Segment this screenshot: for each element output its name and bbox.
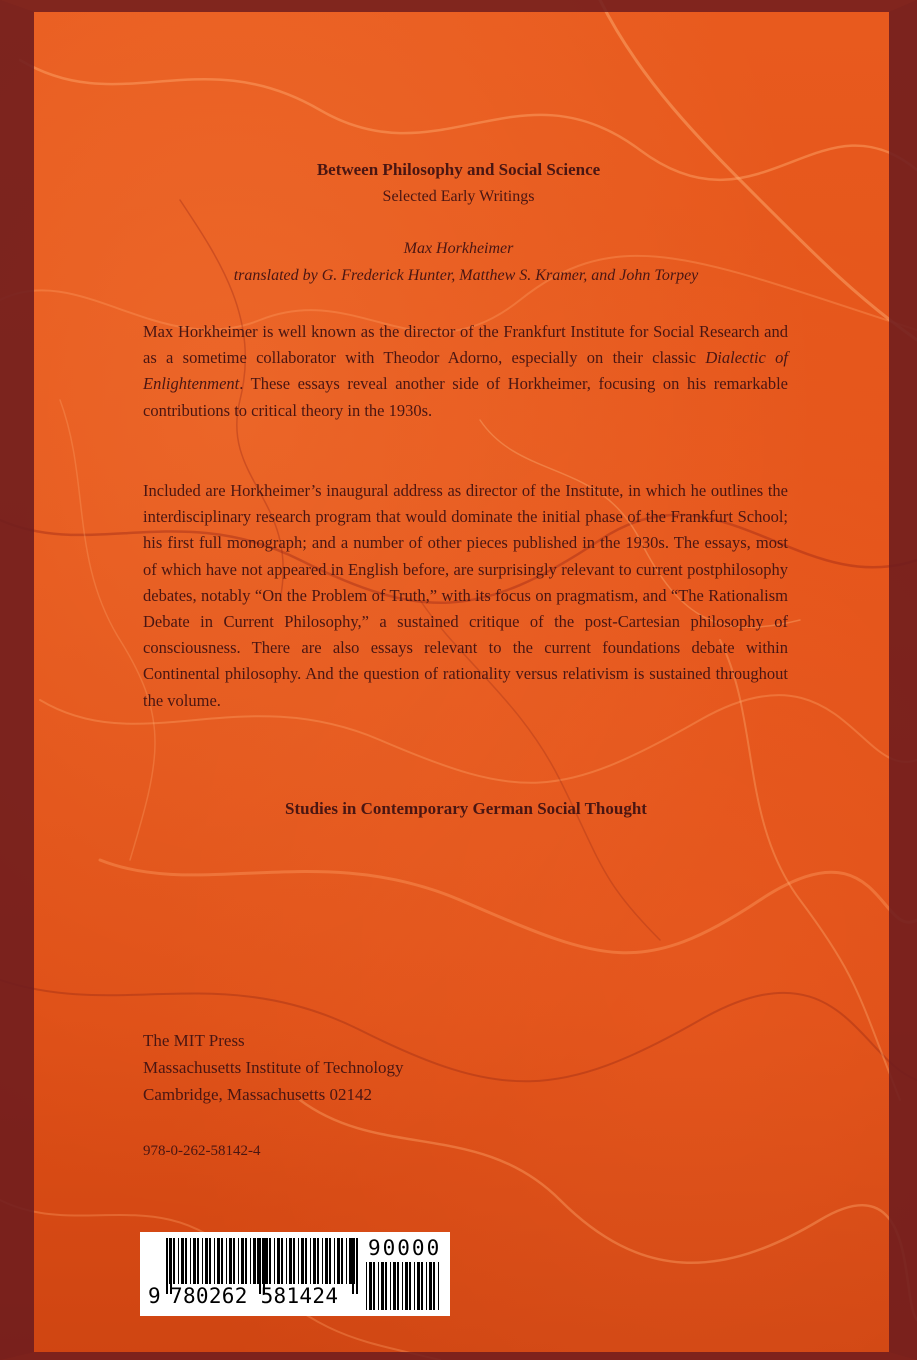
book-translators: translated by G. Frederick Hunter, Matthew S. Kramer, and John Torpey [233, 267, 699, 284]
barcode-bar [274, 1238, 275, 1284]
publisher-address: Cambridge, Massachusetts 02142 [143, 1085, 372, 1104]
barcode-bar [214, 1238, 215, 1284]
barcode-bar [317, 1238, 319, 1284]
barcode-bar [426, 1262, 427, 1310]
barcode-bar [325, 1238, 328, 1284]
barcode-bar [429, 1262, 432, 1310]
barcode-guard-bar [166, 1238, 168, 1294]
barcode-bar [438, 1262, 439, 1310]
barcode-bar [405, 1262, 408, 1310]
publisher-block [143, 1027, 404, 1108]
barcode-bar [337, 1238, 340, 1284]
barcode-bar [250, 1238, 251, 1284]
barcode-bar [205, 1238, 208, 1284]
barcode-bar [241, 1238, 244, 1284]
barcode-bar [402, 1262, 403, 1310]
barcode [140, 1232, 450, 1316]
barcode-bar [269, 1238, 271, 1284]
barcode-bar [197, 1238, 199, 1284]
series-title: Studies in Contemporary German Social Thought [285, 799, 647, 818]
barcode-bar [313, 1238, 316, 1284]
barcode-bar [286, 1238, 287, 1284]
barcode-bar [181, 1238, 184, 1284]
book-title: Between Philosophy and Social Science [316, 160, 601, 179]
publisher-institution: Massachusetts Institute of Technology [143, 1058, 404, 1077]
barcode-bar [253, 1238, 256, 1284]
barcode-bar [193, 1238, 196, 1284]
barcode-bar [226, 1238, 227, 1284]
barcode-bar [334, 1238, 335, 1284]
barcode-bar [257, 1238, 259, 1284]
description-book-title: Dialectic of Enlightenment [143, 348, 788, 394]
barcode-digits: 780262 581424 [170, 1284, 339, 1308]
description-text: . These essays reveal another side of Horkheimer, focusing on his remarkable contributions to critical theory in the 1930s. [143, 374, 788, 420]
barcode-bar [305, 1238, 307, 1284]
description-paragraph-1 [143, 319, 788, 424]
barcode-bar [349, 1238, 352, 1284]
publisher-name: The MIT Press [143, 1031, 245, 1050]
barcode-bar [322, 1238, 323, 1284]
barcode-bar [298, 1238, 299, 1284]
barcode-bar [238, 1238, 239, 1284]
barcode-bar [221, 1238, 223, 1284]
barcode-bar [390, 1262, 391, 1310]
barcode-bar [385, 1262, 387, 1310]
barcode-bar [341, 1238, 343, 1284]
barcode-bar [178, 1238, 179, 1284]
barcode-bar [378, 1262, 379, 1310]
barcode-bar [190, 1238, 191, 1284]
barcode-bar [310, 1238, 311, 1284]
barcode-bar [185, 1238, 187, 1284]
barcode-bar [173, 1238, 175, 1284]
barcode-bar [209, 1238, 211, 1284]
barcode-bar [381, 1262, 384, 1310]
description-text: Max Horkheimer is well known as the director of the Frankfurt Institute for Social Research and as a sometime collaborator with Theodor Adorno, especially on their classic [143, 322, 788, 368]
barcode-bar [369, 1262, 372, 1310]
barcode-bar [265, 1238, 268, 1284]
barcode-bar [301, 1238, 304, 1284]
barcode-bar [229, 1238, 232, 1284]
description-paragraph-2: Included are Horkheimer’s inaugural address as director of the Institute, in which he outlines the interdisciplinary research program that would dominate the initial phase of the Frankfurt School; his first full monograph; and a number of other pieces published in the 1930s. The essays, most of which have not appeared in English before, are surprisingly relevant to current postphilosophy debates, notably “On the Problem of Truth,” with its focus on pragmatism, and “The Rationalism Debate in Current Philosophy,” a sustained critique of the post-Cartesian philosophy of consciousness. There are also essays relevant to the current foundations debate within Continental philosophy. And the question of rationality versus relativism is sustained throughout the volume. [143, 481, 788, 710]
barcode-bar [245, 1238, 247, 1284]
isbn-number: 978-0-262-58142-4 [143, 1143, 261, 1159]
book-author: Max Horkheimer [403, 240, 514, 257]
barcode-bar [366, 1262, 367, 1310]
book-subtitle: Selected Early Writings [382, 188, 535, 205]
barcode-bar [417, 1262, 420, 1310]
barcode-price-code: 90000 [368, 1236, 442, 1260]
barcode-bar [293, 1238, 295, 1284]
barcode-lead-digit: 9 [148, 1284, 161, 1308]
barcode-bar [233, 1238, 235, 1284]
barcode-bar [409, 1262, 411, 1310]
barcode-bar [202, 1238, 203, 1284]
barcode-bar [277, 1238, 280, 1284]
barcode-bar [373, 1262, 375, 1310]
barcode-bar [421, 1262, 423, 1310]
barcode-bar [346, 1238, 347, 1284]
barcode-guard-bar [352, 1238, 354, 1294]
barcode-guard-bar [356, 1238, 358, 1294]
barcode-bar [329, 1238, 331, 1284]
barcode-bar [289, 1238, 292, 1284]
barcode-bar [262, 1238, 263, 1284]
barcode-bar [217, 1238, 220, 1284]
barcode-bar [414, 1262, 415, 1310]
barcode-bar [281, 1238, 283, 1284]
barcode-bar [433, 1262, 435, 1310]
barcode-bar [397, 1262, 399, 1310]
barcode-bar [393, 1262, 396, 1310]
